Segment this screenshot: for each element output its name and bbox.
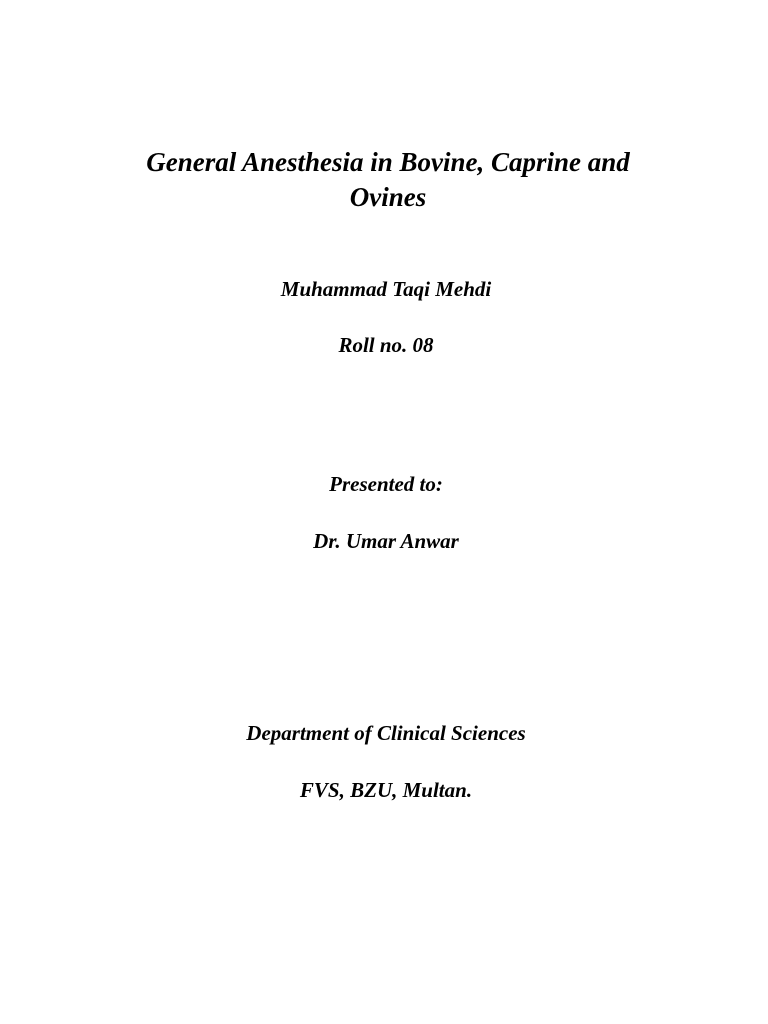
presented-to-label: Presented to: (329, 472, 443, 496)
institution-name: FVS, BZU, Multan. (299, 778, 473, 802)
author-name: Muhammad Taqi Mehdi (280, 277, 492, 301)
roll-number: Roll no. 08 (338, 333, 434, 357)
document-title-line-1: General Anesthesia in Bovine, Caprine and (146, 147, 630, 177)
document-title-line-2: Ovines (349, 182, 427, 212)
department-name: Department of Clinical Sciences (246, 721, 526, 745)
presented-to-name: Dr. Umar Anwar (313, 529, 459, 553)
